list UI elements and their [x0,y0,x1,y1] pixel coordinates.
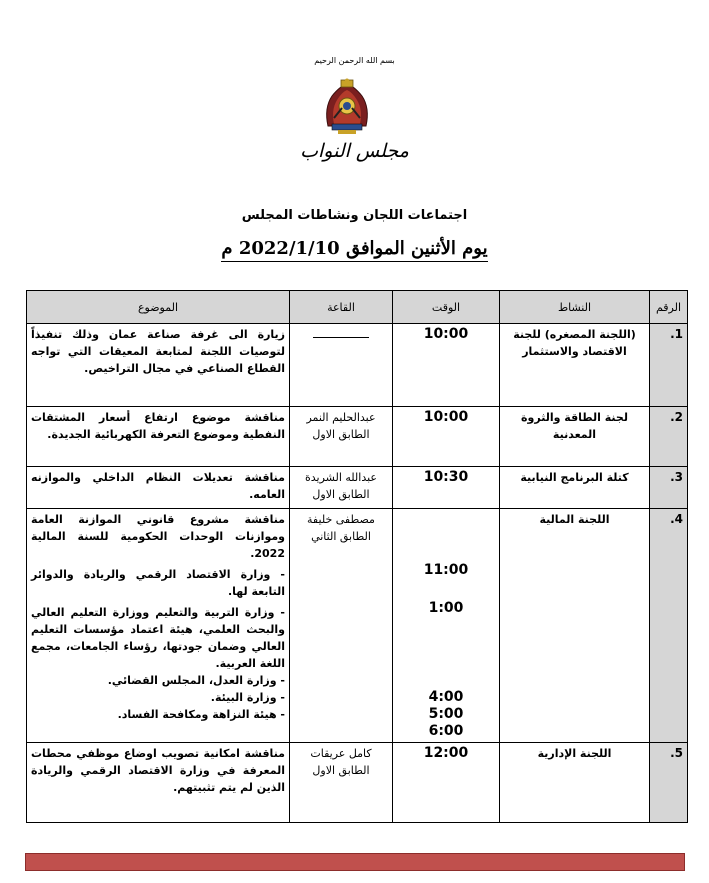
row-topic [27,509,290,743]
row-topic: مناقشة موضوع ارتفاع أسعار المشتقات النفطية وموضوع التعرفة الكهربائية الجديدة. [27,407,290,467]
header-activity: النشاط [500,291,650,324]
topic-item: - وزارة التربية والتعليم ووزارة التعليم العالي والبحث العلمي، هيئة اعتماد مؤسسات التعليم العالي وضمان جودتها، رؤساء الجامعات، مجمع اللغة العربية. [31,606,285,670]
row-activity: كتلة البرنامج النيابية [500,467,650,509]
row-time-list [393,509,500,743]
basmala: بسم الله الرحمن الرحيم [314,56,395,65]
table-row [27,407,688,467]
row-topic: مناقشة امكانية تصويب اوضاع موظفي محطات المعرفة في وزارة الاقتصاد الرقمي والريادة الذين لم يتم تثبيتهم. [27,743,290,823]
row-activity: اللجنة المالية [500,509,650,743]
topic-item: - وزارة البيئة. [210,691,285,704]
row-topic: مناقشة تعديلات النظام الداخلي والموازنه العامه. [27,467,290,509]
row-hall: كامل عريقات الطابق الاول [290,743,393,823]
row-activity: اللجنة الإدارية [500,743,650,823]
topic-item: - هيئة النزاهة ومكافحة الفساد. [117,708,285,721]
header-hall: القاعة [290,291,393,324]
row-time: 10:00 [393,324,500,407]
header-time: الوقت [393,291,500,324]
date-title-text: يوم الأثنين الموافق 2022/1/10 م [221,238,487,262]
table-row [27,509,688,743]
house-name-logo: مجلس النواب [300,140,409,162]
topic-item: - وزارة العدل، المجلس القضائي. [107,674,285,687]
topic-intro: مناقشة مشروع قانوني الموازنة العامة وموازنات الوحدات الحكومية للسنة المالية 2022. [31,513,285,560]
page-subtitle: اجتماعات اللجان ونشاطات المجلس [241,208,468,223]
header-topic: الموضوع [27,291,290,324]
header-number: الرقم [650,291,688,324]
row-time: 10:30 [393,467,500,509]
table-row [27,743,688,823]
row-number: 2. [650,407,688,467]
time-item: 5:00 [428,706,464,722]
empty-hall-dash [313,337,369,338]
row-number: 1. [650,324,688,407]
table-row [27,324,688,407]
row-topic: زيارة الى غرفة صناعة عمان وذلك تنفيذاً لتوصيات اللجنة لمتابعة المعيقات التي تواجه القطاع الصناعي في مجال التراخيص. [27,324,290,407]
row-hall: مصطفى خليفة الطابق الثاني [290,509,393,743]
row-number: 5. [650,743,688,823]
table-row [27,467,688,509]
row-time: 10:00 [393,407,500,467]
time-item: 6:00 [428,723,464,739]
row-number: 3. [650,467,688,509]
royal-emblem-icon [320,78,374,136]
table-header-row [27,291,688,324]
row-hall: عبدالله الشريدة الطابق الاول [290,467,393,509]
row-time: 12:00 [393,743,500,823]
row-activity: (اللجنة المصغره) للجنة الاقتصاد والاستثمار [500,324,650,407]
row-number: 4. [650,509,688,743]
topic-item: - وزارة الاقتصاد الرقمي والريادة والدوائر التابعة لها. [31,568,285,598]
time-item: 4:00 [428,689,464,705]
time-item: 11:00 [423,562,469,578]
footer-bar [25,853,685,871]
schedule-table [26,290,688,823]
row-activity: لجنة الطاقة والثروة المعدنية [500,407,650,467]
row-hall: عبدالحليم النمر الطابق الاول [290,407,393,467]
page-title [0,238,709,259]
row-hall [290,324,393,407]
time-item: 1:00 [428,600,464,616]
